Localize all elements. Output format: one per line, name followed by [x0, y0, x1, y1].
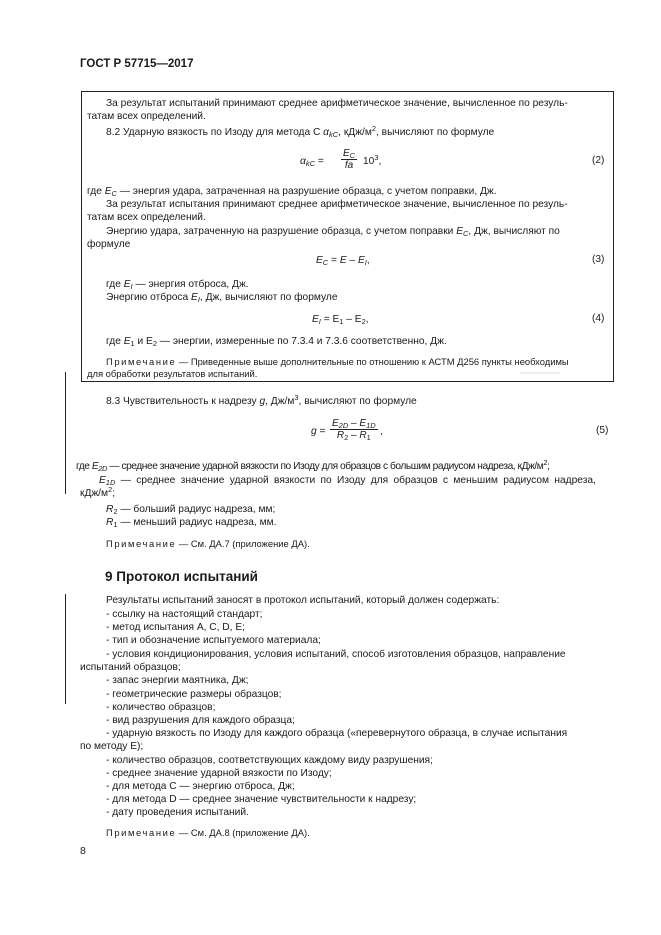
change-bar — [65, 594, 66, 704]
list-item-continuation: испытаний образцов; — [80, 662, 181, 673]
list-item: - тип и обозначение испытуемого материала; — [106, 635, 321, 646]
list-item: - ударную вязкость по Изоду для каждого образца («перевернутого образца, в случае испытания — [106, 728, 568, 739]
paragraph-line: За результат испытания принимают среднее арифметическое значение, вычисленное по резуль- — [106, 199, 568, 210]
list-item: - ссылку на настоящий стандарт; — [106, 609, 263, 620]
equation-4: $E_I = E_1 - E_2$, — [312, 314, 369, 326]
page-number: 8 — [80, 845, 86, 857]
equation-2-number: (2) — [592, 155, 605, 166]
paragraph-line: татам всех определений. — [87, 212, 206, 223]
equation-2-multiplier: $10^3$, — [363, 153, 382, 167]
box-note: Примечание — Приведенные выше дополнительные по отношению к АСТМ Д256 пункты необходимы — [106, 356, 569, 367]
where-clause: $R_2$ — больший радиус надреза, мм; — [106, 504, 276, 516]
section-9-title: 9 Протокол испытаний — [105, 569, 258, 584]
equation-5-fraction: $\frac{E_{2D} - E_{1D}}{R_2 - R_1}$ — [332, 418, 376, 442]
scan-smudge — [520, 370, 560, 376]
equation-2-lhs: $\alpha_{kC}$ = — [300, 156, 324, 168]
paragraph-line: Энергию удара, затраченную на разрушение образца, с учетом поправки $E_C$, Дж, вычисляют по — [106, 226, 560, 238]
paragraph-8-2: 8.2 Ударную вязкость по Изоду для метода С $\alpha_{kC}$, кДж/$м^2$, вычисляют по формуле — [106, 124, 495, 139]
document-code: ГОСТ Р 57715—2017 — [80, 58, 194, 70]
equation-2-fraction: $\frac{E_C}{fa}$ — [343, 148, 356, 171]
list-item: - среднее значение ударной вязкости по Изоду; — [106, 768, 332, 779]
paragraph-8-3: 8.3 Чувствительность к надрезу g, $Дж/м^3$, вычисляют по формуле — [106, 393, 417, 407]
paragraph-line: татам всех определений. — [87, 111, 206, 122]
section-9-note: Примечание — См. ДА.8 (приложение ДА). — [106, 827, 310, 838]
paragraph-line: формуле — [87, 239, 131, 250]
section-9-intro: Результаты испытаний заносят в протокол испытаний, который должен содержать: — [106, 595, 500, 606]
equation-3: $E_C = E - E_I$, — [316, 255, 370, 267]
list-item: - запас энергии маятника, Дж; — [106, 675, 249, 686]
box-note-line: для обработки результатов испытаний. — [87, 368, 258, 379]
where-clause: где $E_C$ — энергия удара, затраченная на разрушение образца, с учетом поправки, Дж. — [87, 186, 497, 198]
list-item: - вид разрушения для каждого образца; — [106, 715, 295, 726]
paragraph-line: Энергию отброса $E_I$, Дж, вычисляют по формуле — [106, 292, 338, 304]
paragraph-line: За результат испытаний принимают среднее арифметическое значение, вычисленное по резуль- — [106, 98, 568, 109]
where-clause: где $E_1$ и $E_2$ — энергии, измеренные по 7.3.4 и 7.3.6 соответственно, Дж. — [106, 336, 447, 348]
equation-5-lhs: g = — [311, 426, 326, 437]
list-item: - для метода D — среднее значение чувствительности к надрезу; — [106, 794, 417, 805]
equation-4-number: (4) — [592, 313, 605, 324]
list-item: - дату проведения испытаний. — [106, 807, 249, 818]
where-clause: где $E_I$ — энергия отброса, Дж. — [106, 279, 249, 291]
equation-3-number: (3) — [592, 254, 605, 265]
list-item: - условия кондиционирования, условия испытаний, способ изготовления образцов, направление — [106, 649, 566, 660]
list-item-continuation: по методу Е); — [80, 741, 144, 752]
where-clause: где $E_{2D}$ — среднее значение ударной вязкости по Изоду для образцов с большим радиусом надреза, кДж/$м^2$; — [76, 458, 550, 473]
section-8-3-note: Примечание — См. ДА.7 (приложение ДА). — [106, 538, 310, 549]
list-item: - количество образцов, соответствующих каждому виду разрушения; — [106, 755, 433, 766]
list-item: - метод испытания А, С, D, Е; — [106, 622, 245, 633]
list-item: - количество образцов; — [106, 702, 216, 713]
equation-5-number: (5) — [596, 425, 609, 436]
where-clause: $E_{1D}$ — среднее значение ударной вязкости по Изоду для образцов с меньшим радиусом надреза, — [99, 475, 596, 487]
list-item: - геометрические размеры образцов; — [106, 689, 282, 700]
list-item: - для метода С — энергию отброса, Дж; — [106, 781, 295, 792]
equation-5-comma: , — [380, 426, 383, 437]
change-bar — [65, 372, 66, 494]
where-clause-line: кДж/$м^2$; — [80, 485, 116, 499]
where-clause: $R_1$ — меньший радиус надреза, мм. — [106, 517, 277, 529]
